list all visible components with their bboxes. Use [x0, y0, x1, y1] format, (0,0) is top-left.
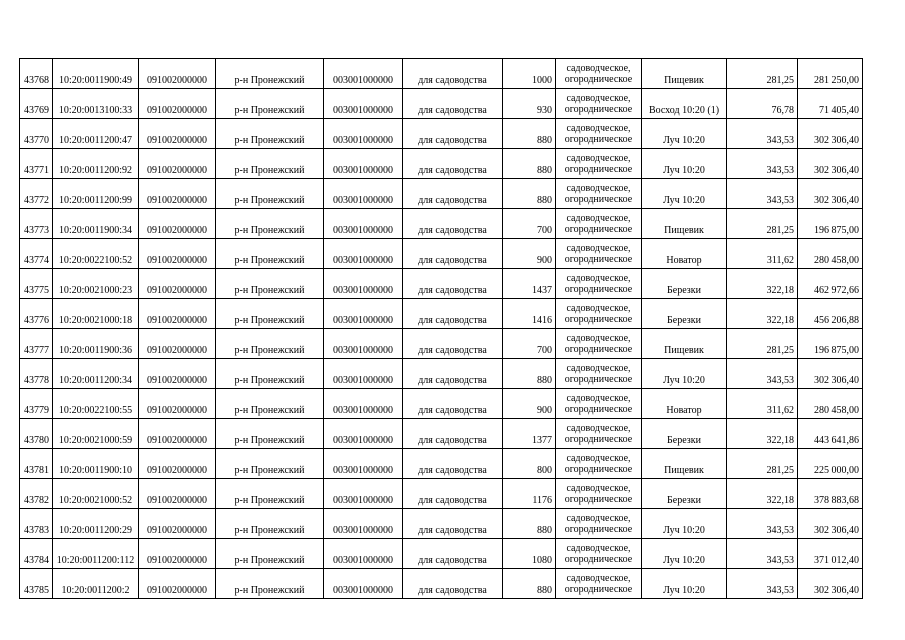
land-use-line: огородническое — [564, 223, 633, 235]
purpose-cell: для садоводства — [403, 509, 503, 539]
table-row — [20, 59, 863, 89]
purpose-cell: для садоводства — [403, 389, 503, 419]
okato-code-cell: 091002000000 — [139, 389, 216, 419]
area-cell: 700 — [503, 209, 556, 239]
table-row — [20, 569, 863, 599]
table-row — [20, 419, 863, 449]
purpose-cell: для садоводства — [403, 269, 503, 299]
cadastral-value-cell: 71 405,40 — [798, 89, 863, 119]
land-use-line: огородническое — [564, 433, 633, 445]
cadastral-number-cell: 10:20:0021000:18 — [53, 299, 139, 329]
location-cell: Луч 10:20 — [642, 149, 727, 179]
cadastral-value-cell: 456 206,88 — [798, 299, 863, 329]
cadastral-value-cell: 196 875,00 — [798, 209, 863, 239]
cadastral-value-cell: 302 306,40 — [798, 149, 863, 179]
cadastral-value-cell: 443 641,86 — [798, 419, 863, 449]
rate-cell: 322,18 — [727, 299, 798, 329]
district-cell: р-н Пронежский — [216, 209, 324, 239]
table-row — [20, 239, 863, 269]
land-use-line: садоводческое, — [566, 362, 631, 374]
location-cell: Луч 10:20 — [642, 119, 727, 149]
land-use-line: садоводческое, — [566, 392, 631, 404]
land-use-cell — [556, 539, 642, 569]
district-cell: р-н Пронежский — [216, 179, 324, 209]
category-code-cell: 003001000000 — [324, 59, 403, 89]
category-code-cell: 003001000000 — [324, 299, 403, 329]
land-use-line: садоводческое, — [566, 452, 631, 464]
purpose-cell: для садоводства — [403, 179, 503, 209]
area-cell: 1437 — [503, 269, 556, 299]
rate-cell: 281,25 — [727, 449, 798, 479]
table-row — [20, 449, 863, 479]
district-cell: р-н Пронежский — [216, 509, 324, 539]
district-cell: р-н Пронежский — [216, 59, 324, 89]
land-use-cell — [556, 209, 642, 239]
purpose-cell: для садоводства — [403, 149, 503, 179]
purpose-cell: для садоводства — [403, 119, 503, 149]
purpose-cell: для садоводства — [403, 209, 503, 239]
area-cell: 1000 — [503, 59, 556, 89]
land-use-cell — [556, 239, 642, 269]
category-code-cell: 003001000000 — [324, 569, 403, 599]
row-number-cell: 43770 — [20, 119, 53, 149]
land-use-line: садоводческое, — [566, 122, 631, 134]
district-cell: р-н Пронежский — [216, 539, 324, 569]
area-cell: 930 — [503, 89, 556, 119]
location-cell: Березки — [642, 479, 727, 509]
table-row — [20, 359, 863, 389]
rate-cell: 311,62 — [727, 239, 798, 269]
cadastral-value-cell: 378 883,68 — [798, 479, 863, 509]
cadastral-number-cell: 10:20:0011900:36 — [53, 329, 139, 359]
land-use-cell — [556, 299, 642, 329]
land-use-line: огородническое — [564, 313, 633, 325]
location-cell: Новатор — [642, 389, 727, 419]
okato-code-cell: 091002000000 — [139, 329, 216, 359]
land-use-line: огородническое — [564, 253, 633, 265]
table-row — [20, 479, 863, 509]
location-cell: Березки — [642, 299, 727, 329]
land-use-line: садоводческое, — [566, 242, 631, 254]
row-number-cell: 43783 — [20, 509, 53, 539]
land-use-line: садоводческое, — [566, 302, 631, 314]
cadastral-value-cell: 462 972,66 — [798, 269, 863, 299]
land-use-line: огородническое — [564, 403, 633, 415]
cadastral-number-cell: 10:20:0022100:55 — [53, 389, 139, 419]
cadastral-number-cell: 10:20:0011200:34 — [53, 359, 139, 389]
location-cell: Луч 10:20 — [642, 569, 727, 599]
rate-cell: 343,53 — [727, 359, 798, 389]
area-cell: 880 — [503, 119, 556, 149]
location-cell: Луч 10:20 — [642, 539, 727, 569]
row-number-cell: 43780 — [20, 419, 53, 449]
land-use-line: садоводческое, — [566, 272, 631, 284]
cadastral-number-cell: 10:20:0021000:23 — [53, 269, 139, 299]
category-code-cell: 003001000000 — [324, 509, 403, 539]
row-number-cell: 43781 — [20, 449, 53, 479]
land-use-cell — [556, 569, 642, 599]
cadastral-value-cell: 280 458,00 — [798, 389, 863, 419]
land-use-cell — [556, 329, 642, 359]
row-number-cell: 43772 — [20, 179, 53, 209]
okato-code-cell: 091002000000 — [139, 119, 216, 149]
district-cell: р-н Пронежский — [216, 239, 324, 269]
area-cell: 700 — [503, 329, 556, 359]
district-cell: р-н Пронежский — [216, 389, 324, 419]
category-code-cell: 003001000000 — [324, 89, 403, 119]
land-use-line: садоводческое, — [566, 482, 631, 494]
land-use-line: садоводческое, — [566, 542, 631, 554]
land-use-cell — [556, 509, 642, 539]
rate-cell: 281,25 — [727, 209, 798, 239]
land-use-line: огородническое — [564, 133, 633, 145]
area-cell: 880 — [503, 149, 556, 179]
row-number-cell: 43769 — [20, 89, 53, 119]
area-cell: 900 — [503, 389, 556, 419]
category-code-cell: 003001000000 — [324, 209, 403, 239]
district-cell: р-н Пронежский — [216, 269, 324, 299]
category-code-cell: 003001000000 — [324, 269, 403, 299]
cadastral-value-cell: 280 458,00 — [798, 239, 863, 269]
table-row — [20, 539, 863, 569]
purpose-cell: для садоводства — [403, 449, 503, 479]
area-cell: 880 — [503, 359, 556, 389]
land-use-line: садоводческое, — [566, 332, 631, 344]
cadastral-number-cell: 10:20:0022100:52 — [53, 239, 139, 269]
location-cell: Березки — [642, 419, 727, 449]
purpose-cell: для садоводства — [403, 299, 503, 329]
okato-code-cell: 091002000000 — [139, 149, 216, 179]
okato-code-cell: 091002000000 — [139, 419, 216, 449]
table-row — [20, 119, 863, 149]
okato-code-cell: 091002000000 — [139, 449, 216, 479]
land-use-line: садоводческое, — [566, 62, 631, 74]
land-use-cell — [556, 269, 642, 299]
okato-code-cell: 091002000000 — [139, 179, 216, 209]
district-cell: р-н Пронежский — [216, 569, 324, 599]
district-cell: р-н Пронежский — [216, 359, 324, 389]
okato-code-cell: 091002000000 — [139, 299, 216, 329]
location-cell: Восход 10:20 (1) — [642, 89, 727, 119]
land-use-line: огородническое — [564, 343, 633, 355]
location-cell: Луч 10:20 — [642, 179, 727, 209]
district-cell: р-н Пронежский — [216, 149, 324, 179]
location-cell: Березки — [642, 269, 727, 299]
purpose-cell: для садоводства — [403, 479, 503, 509]
location-cell: Пищевик — [642, 209, 727, 239]
location-cell: Новатор — [642, 239, 727, 269]
row-number-cell: 43776 — [20, 299, 53, 329]
land-use-line: огородническое — [564, 373, 633, 385]
category-code-cell: 003001000000 — [324, 359, 403, 389]
category-code-cell: 003001000000 — [324, 479, 403, 509]
okato-code-cell: 091002000000 — [139, 209, 216, 239]
cadastral-value-cell: 281 250,00 — [798, 59, 863, 89]
okato-code-cell: 091002000000 — [139, 569, 216, 599]
rate-cell: 281,25 — [727, 59, 798, 89]
land-use-line: садоводческое, — [566, 212, 631, 224]
row-number-cell: 43784 — [20, 539, 53, 569]
land-use-line: огородническое — [564, 523, 633, 535]
cadastral-number-cell: 10:20:0013100:33 — [53, 89, 139, 119]
land-parcels-table — [19, 58, 863, 599]
table-row — [20, 299, 863, 329]
purpose-cell: для садоводства — [403, 329, 503, 359]
land-use-line: огородническое — [564, 103, 633, 115]
land-use-line: огородническое — [564, 193, 633, 205]
row-number-cell: 43785 — [20, 569, 53, 599]
cadastral-number-cell: 10:20:0011200:92 — [53, 149, 139, 179]
location-cell: Пищевик — [642, 59, 727, 89]
category-code-cell: 003001000000 — [324, 389, 403, 419]
district-cell: р-н Пронежский — [216, 119, 324, 149]
cadastral-number-cell: 10:20:0021000:59 — [53, 419, 139, 449]
land-use-cell — [556, 419, 642, 449]
area-cell: 900 — [503, 239, 556, 269]
rate-cell: 343,53 — [727, 509, 798, 539]
purpose-cell: для садоводства — [403, 359, 503, 389]
location-cell: Пищевик — [642, 449, 727, 479]
land-use-line: огородническое — [564, 583, 633, 595]
row-number-cell: 43768 — [20, 59, 53, 89]
district-cell: р-н Пронежский — [216, 89, 324, 119]
rate-cell: 322,18 — [727, 479, 798, 509]
table-body — [20, 59, 863, 599]
land-use-line: огородническое — [564, 163, 633, 175]
row-number-cell: 43778 — [20, 359, 53, 389]
cadastral-number-cell: 10:20:0011200:29 — [53, 509, 139, 539]
cadastral-number-cell: 10:20:0011200:112 — [53, 539, 139, 569]
table-row — [20, 179, 863, 209]
purpose-cell: для садоводства — [403, 419, 503, 449]
okato-code-cell: 091002000000 — [139, 239, 216, 269]
district-cell: р-н Пронежский — [216, 329, 324, 359]
cadastral-value-cell: 225 000,00 — [798, 449, 863, 479]
purpose-cell: для садоводства — [403, 59, 503, 89]
category-code-cell: 003001000000 — [324, 119, 403, 149]
cadastral-number-cell: 10:20:0011900:10 — [53, 449, 139, 479]
rate-cell: 281,25 — [727, 329, 798, 359]
okato-code-cell: 091002000000 — [139, 479, 216, 509]
location-cell: Луч 10:20 — [642, 359, 727, 389]
cadastral-number-cell: 10:20:0011200:2 — [53, 569, 139, 599]
cadastral-value-cell: 302 306,40 — [798, 359, 863, 389]
land-use-cell — [556, 89, 642, 119]
land-use-line: садоводческое, — [566, 182, 631, 194]
rate-cell: 343,53 — [727, 149, 798, 179]
table-row — [20, 209, 863, 239]
okato-code-cell: 091002000000 — [139, 89, 216, 119]
district-cell: р-н Пронежский — [216, 419, 324, 449]
row-number-cell: 43773 — [20, 209, 53, 239]
cadastral-value-cell: 196 875,00 — [798, 329, 863, 359]
row-number-cell: 43771 — [20, 149, 53, 179]
okato-code-cell: 091002000000 — [139, 539, 216, 569]
area-cell: 1176 — [503, 479, 556, 509]
district-cell: р-н Пронежский — [216, 479, 324, 509]
land-use-line: огородническое — [564, 73, 633, 85]
category-code-cell: 003001000000 — [324, 539, 403, 569]
purpose-cell: для садоводства — [403, 89, 503, 119]
land-use-cell — [556, 59, 642, 89]
land-use-line: садоводческое, — [566, 152, 631, 164]
cadastral-value-cell: 302 306,40 — [798, 179, 863, 209]
cadastral-number-cell: 10:20:0011900:49 — [53, 59, 139, 89]
table-row — [20, 389, 863, 419]
area-cell: 800 — [503, 449, 556, 479]
table-row — [20, 89, 863, 119]
row-number-cell: 43779 — [20, 389, 53, 419]
location-cell: Пищевик — [642, 329, 727, 359]
cadastral-number-cell: 10:20:0011900:34 — [53, 209, 139, 239]
area-cell: 1080 — [503, 539, 556, 569]
rate-cell: 322,18 — [727, 269, 798, 299]
rate-cell: 343,53 — [727, 539, 798, 569]
rate-cell: 311,62 — [727, 389, 798, 419]
table-row — [20, 329, 863, 359]
land-use-line: огородническое — [564, 493, 633, 505]
location-cell: Луч 10:20 — [642, 509, 727, 539]
rate-cell: 76,78 — [727, 89, 798, 119]
okato-code-cell: 091002000000 — [139, 359, 216, 389]
category-code-cell: 003001000000 — [324, 419, 403, 449]
cadastral-value-cell: 302 306,40 — [798, 569, 863, 599]
cadastral-value-cell: 371 012,40 — [798, 539, 863, 569]
category-code-cell: 003001000000 — [324, 329, 403, 359]
area-cell: 1416 — [503, 299, 556, 329]
area-cell: 1377 — [503, 419, 556, 449]
rate-cell: 343,53 — [727, 119, 798, 149]
land-use-cell — [556, 119, 642, 149]
cadastral-number-cell: 10:20:0011200:99 — [53, 179, 139, 209]
cadastral-number-cell: 10:20:0021000:52 — [53, 479, 139, 509]
purpose-cell: для садоводства — [403, 569, 503, 599]
category-code-cell: 003001000000 — [324, 239, 403, 269]
area-cell: 880 — [503, 179, 556, 209]
land-use-cell — [556, 359, 642, 389]
row-number-cell: 43782 — [20, 479, 53, 509]
area-cell: 880 — [503, 509, 556, 539]
land-use-line: садоводческое, — [566, 572, 631, 584]
rate-cell: 322,18 — [727, 419, 798, 449]
row-number-cell: 43777 — [20, 329, 53, 359]
district-cell: р-н Пронежский — [216, 449, 324, 479]
land-use-line: огородническое — [564, 553, 633, 565]
rate-cell: 343,53 — [727, 179, 798, 209]
cadastral-value-cell: 302 306,40 — [798, 119, 863, 149]
rate-cell: 343,53 — [727, 569, 798, 599]
table-row — [20, 149, 863, 179]
cadastral-value-cell: 302 306,40 — [798, 509, 863, 539]
area-cell: 880 — [503, 569, 556, 599]
row-number-cell: 43775 — [20, 269, 53, 299]
land-use-cell — [556, 179, 642, 209]
district-cell: р-н Пронежский — [216, 299, 324, 329]
purpose-cell: для садоводства — [403, 539, 503, 569]
land-use-cell — [556, 479, 642, 509]
land-use-line: садоводческое, — [566, 422, 631, 434]
row-number-cell: 43774 — [20, 239, 53, 269]
land-use-line: огородническое — [564, 463, 633, 475]
okato-code-cell: 091002000000 — [139, 509, 216, 539]
cadastral-number-cell: 10:20:0011200:47 — [53, 119, 139, 149]
okato-code-cell: 091002000000 — [139, 269, 216, 299]
land-use-line: садоводческое, — [566, 512, 631, 524]
category-code-cell: 003001000000 — [324, 449, 403, 479]
land-use-cell — [556, 149, 642, 179]
okato-code-cell: 091002000000 — [139, 59, 216, 89]
category-code-cell: 003001000000 — [324, 149, 403, 179]
land-use-line: огородническое — [564, 283, 633, 295]
table-row — [20, 269, 863, 299]
land-use-line: садоводческое, — [566, 92, 631, 104]
category-code-cell: 003001000000 — [324, 179, 403, 209]
table-row — [20, 509, 863, 539]
land-use-cell — [556, 389, 642, 419]
land-use-cell — [556, 449, 642, 479]
purpose-cell: для садоводства — [403, 239, 503, 269]
